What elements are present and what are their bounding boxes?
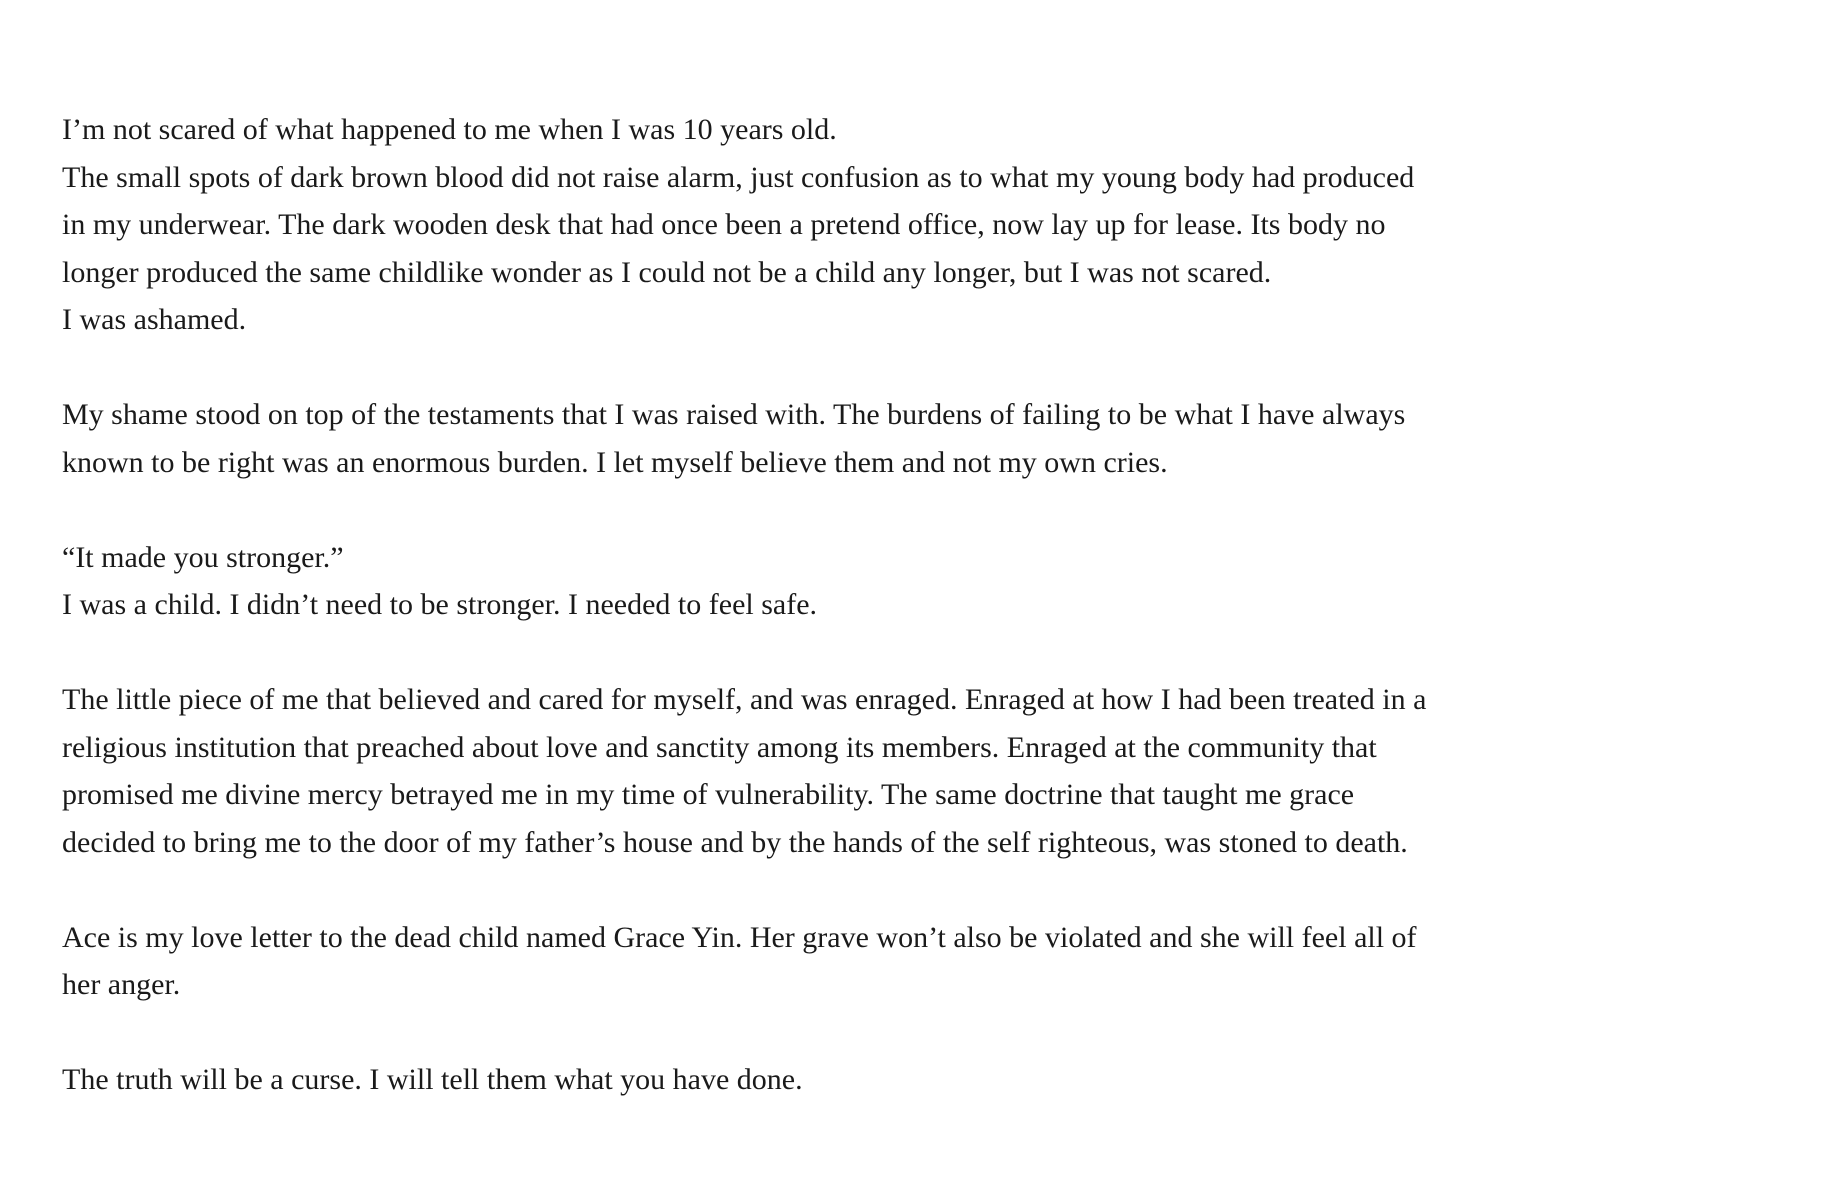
text-line: religious institution that preached about love and sanctity among its members. Enraged at the community that [62,730,1377,764]
text-line: I’m not scared of what happened to me when I was 10 years old. [62,113,837,146]
text-line: longer produced the same childlike wonder as I could not be a child any longer, but I was not scared. [62,255,1272,289]
text-line: decided to bring me to the door of my father’s house and by the hands of the self righteous, was stoned to death. [62,825,1408,859]
text-line: in my underwear. The dark wooden desk that had once been a pretend office, now lay up for lease. Its body no [62,208,1386,241]
document-body [62,106,1762,1104]
text-line: The truth will be a curse. I will tell them what you have done. [62,1063,803,1096]
paragraph-gap [62,866,1762,914]
paragraph-5 [62,914,1762,1009]
text-line: “It made you stronger.” [62,540,344,574]
text-line: My shame stood on top of the testaments that I was raised with. The burdens of failing to be what I have always [62,398,1406,431]
text-line: I was ashamed. [62,303,247,336]
text-line: known to be right was an enormous burden. I let myself believe them and not my own cries. [62,445,1168,479]
paragraph-gap [62,1009,1762,1057]
paragraph-2 [62,391,1762,486]
text-line: I was a child. I didn’t need to be stronger. I needed to feel safe. [62,588,818,621]
text-line: Ace is my love letter to the dead child named Grace Yin. Her grave won’t also be violated and she will feel all of [62,920,1417,954]
text-line: The little piece of me that believed and cared for myself, and was enraged. Enraged at how I had been treated in a [62,683,1427,716]
paragraph-1 [62,106,1762,344]
paragraph-4 [62,676,1762,866]
text-line: her anger. [62,968,181,1001]
paragraph-3 [62,534,1762,629]
paragraph-gap [62,344,1762,392]
paragraph-6 [62,1056,1762,1104]
text-line: promised me divine mercy betrayed me in my time of vulnerability. The same doctrine that taught me grace [62,778,1355,811]
paragraph-gap [62,629,1762,677]
paragraph-gap [62,486,1762,534]
text-line: The small spots of dark brown blood did not raise alarm, just confusion as to what my young body had produced [62,160,1415,194]
